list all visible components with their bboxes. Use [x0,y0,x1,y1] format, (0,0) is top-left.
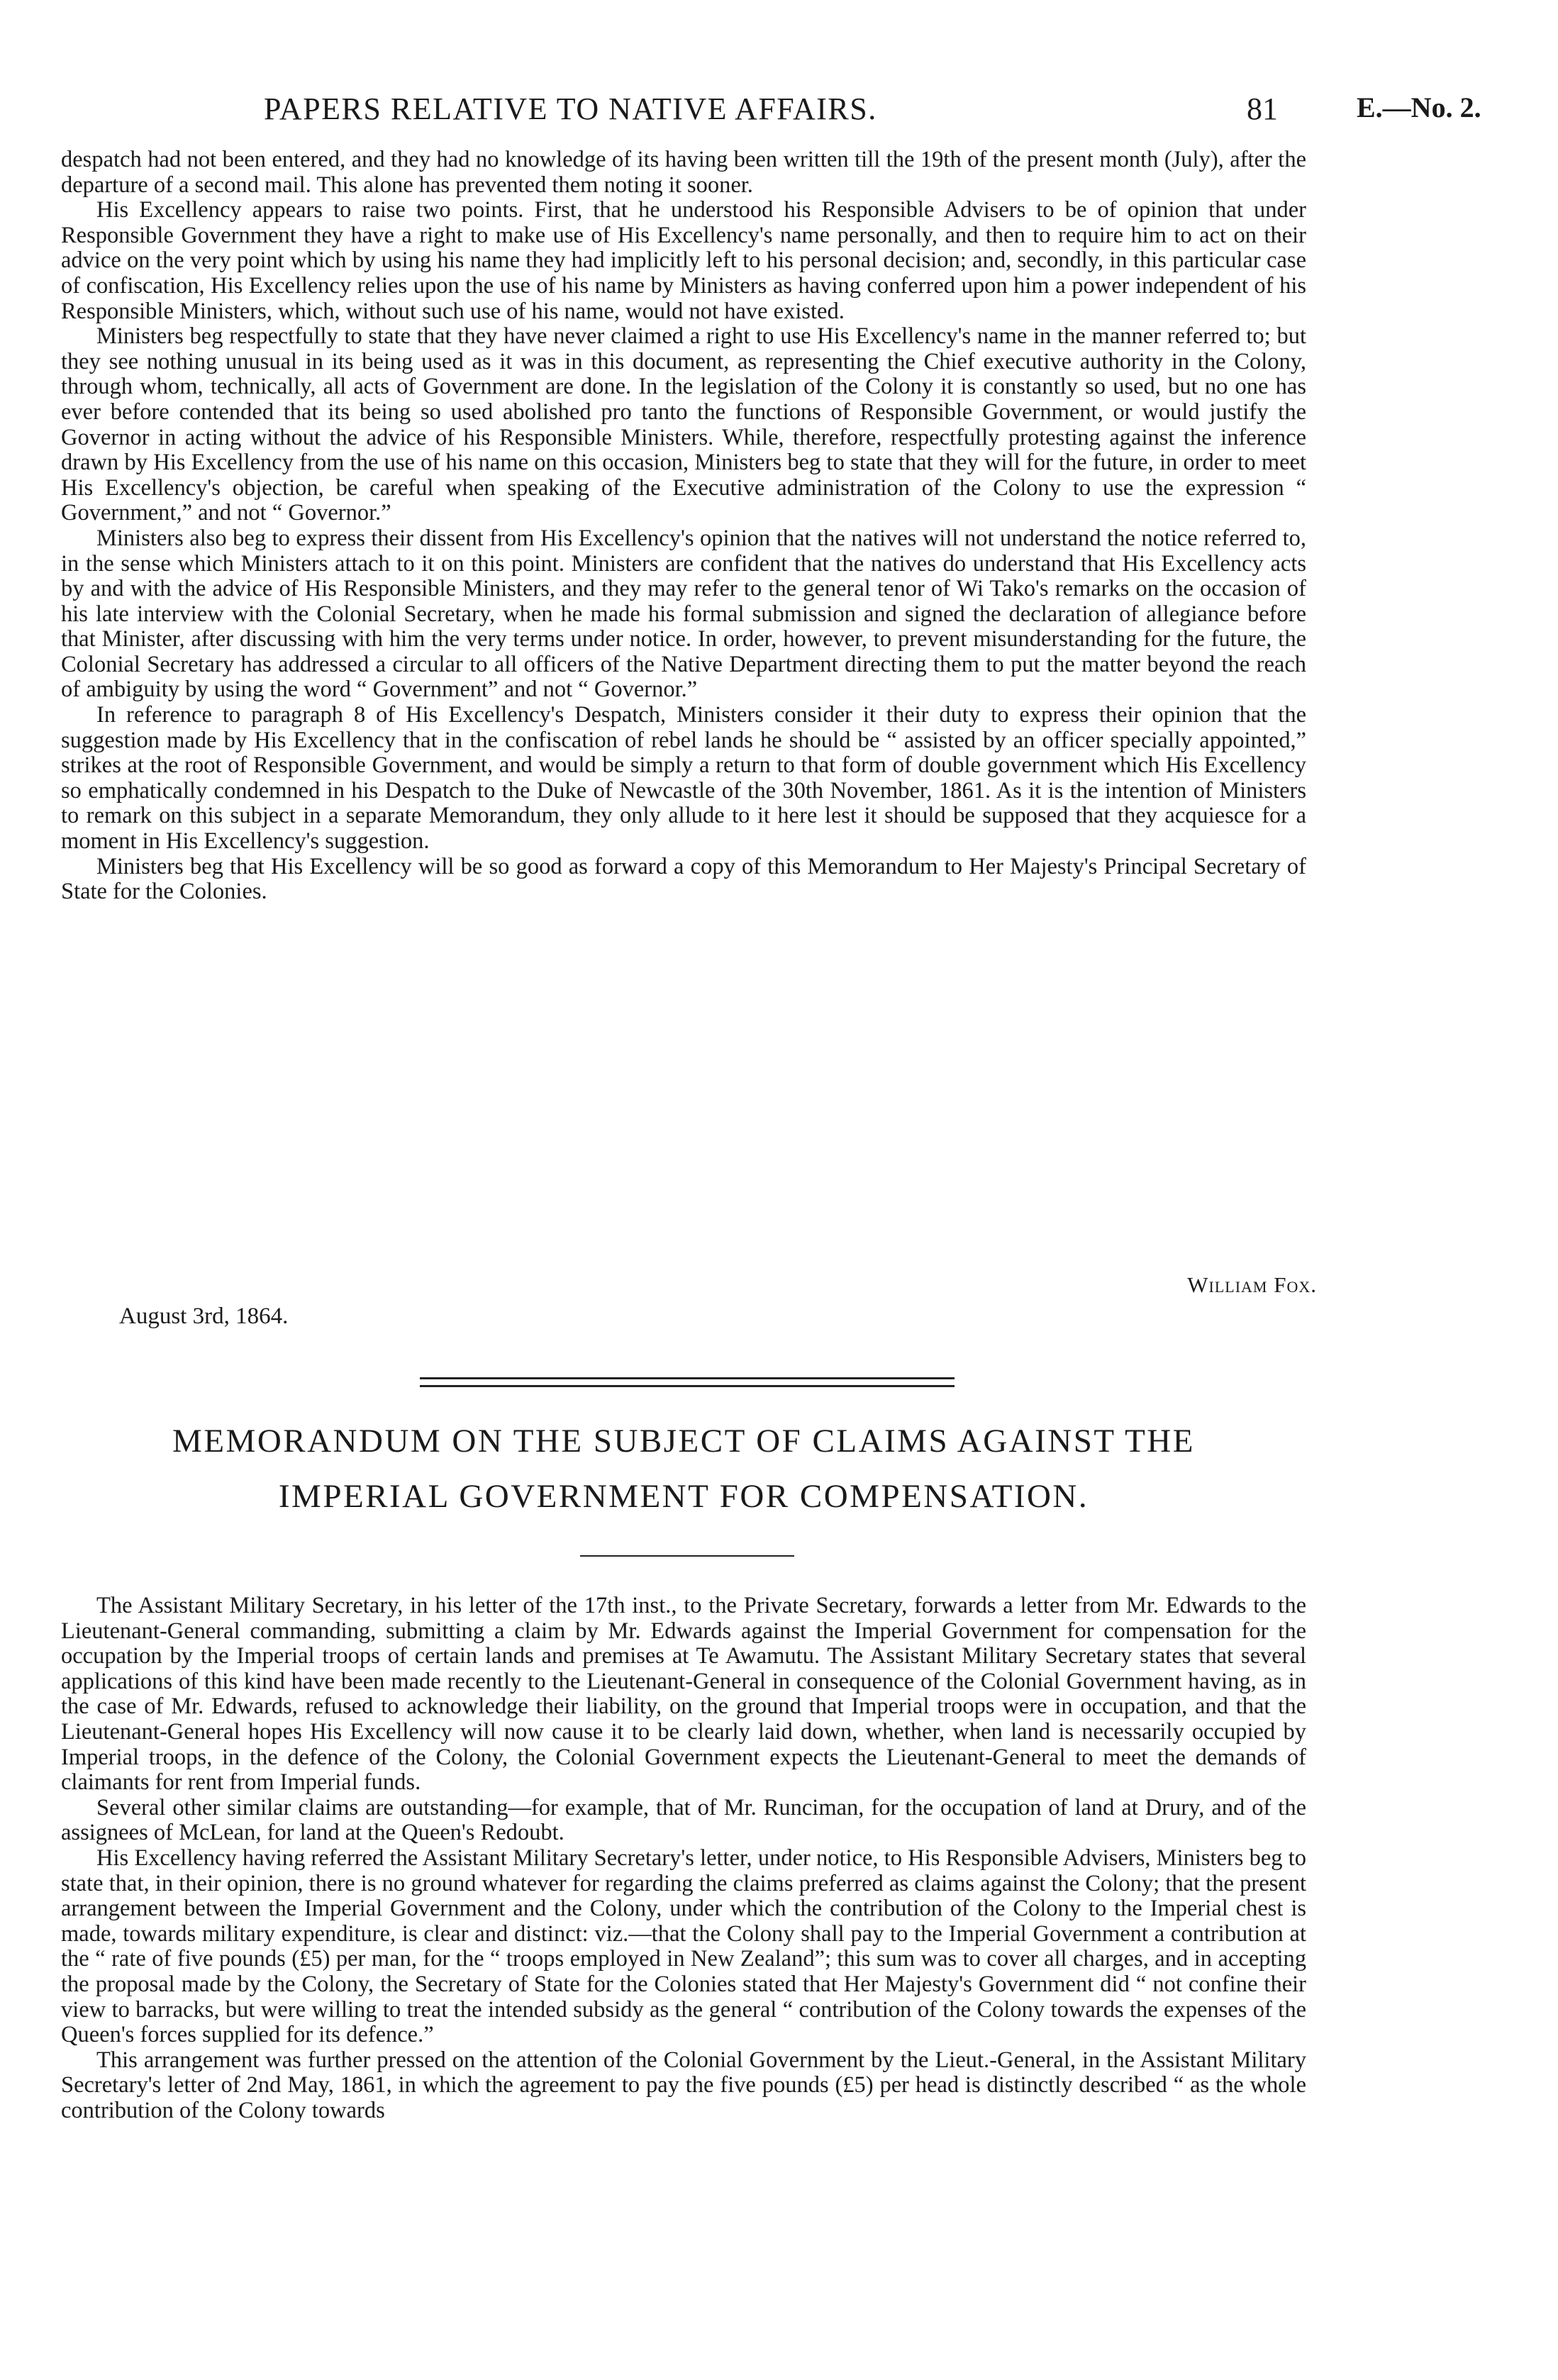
page-number: 81 [1247,91,1278,126]
date-line: August 3rd, 1864. [119,1303,289,1329]
memorandum-title-line: MEMORANDUM ON THE SUBJECT OF CLAIMS AGAINST THE [172,1423,1195,1459]
paper-reference: E.—No. 2. [1357,91,1481,123]
paragraph: His Excellency having referred the Assistant Military Secretary's letter, under notice, to His Responsible Advisers, Ministers beg to state that, in their opinion, there is no ground whatever for regarding the claims preferred as claims against the Colony; that the present arrangement between the Imperial Government and the Colony, under which the contribution of the Colony to the Imperial chest is made, towards military expenditure, is clear and distinct: viz.—that the Colony shall pay to the Imperial Government a contribution at the “ rate of five pounds (£5) per man, for the “ troops employed in New Zealand”; this sum was to cover all charges, and in accepting the proposal made by the Colony, the Secretary of State for the Colonies stated that Her Majesty's Government did “ not confine their view to barracks, but were willing to treat the intended subsidy as the general “ contribution of the Colony towards the expenses of the Queen's forces supplied for its defence.” [61,1845,1306,2048]
running-title: PAPERS RELATIVE TO NATIVE AFFAIRS. [264,91,877,126]
paragraph: In reference to paragraph 8 of His Excellency's Despatch, Ministers consider it their duty to express their opinion that the suggestion made by His Excellency that in the confiscation of rebel lands he should be “ assisted by an officer specially appointed,” strikes at the root of Responsible Government, and would be simply a return to that form of double government which His Excellency so emphatically condemned in his Despatch to the Duke of Newcastle of the 30th November, 1861. As it is the intention of Ministers to remark on this subject in a separate Memorandum, they only allude to it here lest it should be supposed that they acquiesce for a moment in His Excellency's suggestion. [61,702,1306,855]
despatch-body [61,148,1306,905]
memorandum-title-line: IMPERIAL GOVERNMENT FOR COMPENSATION. [278,1478,1089,1515]
memorandum-body [61,1594,1306,2123]
signature: William Fox. [1187,1272,1317,1297]
paragraph: Ministers also beg to express their dissent from His Excellency's opinion that the natives will not understand the notice referred to, in the sense which Ministers attach to it on this point. Ministers are confident that the natives do understand that His Excellency acts by and with the advice of His Responsible Ministers, and they may refer to the general tenor of Wi Tako's remarks on the occasion of his late interview with the Colonial Secretary, when he made his formal submission and signed the declaration of allegiance before that Minister, after discussing with him the very terms under notice. In order, however, to prevent misunderstanding for the future, the Colonial Secretary has addressed a circular to all officers of the Native Department directing them to put the matter beyond the reach of ambiguity by using the word “ Government” and not “ Governor.” [61,525,1306,703]
paragraph: Ministers beg that His Excellency will be so good as forward a copy of this Memorandum to Her Majesty's Principal Secretary of State for the Colonies. [61,853,1306,905]
paragraph: Ministers beg respectfully to state that they have never claimed a right to use His Excellency's name in the manner referred to; but they see nothing unusual in its being used as it was in this document, as representing the Chief executive authority in the Colony, through whom, technically, all acts of Government are done. In the legislation of the Colony it is constantly so used, but no one has ever before contended that its being so used abolished pro tanto the functions of Responsible Government, or would justify the Governor in acting without the advice of his Responsible Ministers. While, therefore, respectfully protesting against the inference drawn by His Excellency from the use of his name on this occasion, Ministers beg to state that they will for the future, in order to meet His Excellency's objection, be careful when speaking of the Executive administration of the Colony to use the expression “ Government,” and not “ Governor.” [61,323,1306,526]
paragraph: His Excellency appears to raise two points. First, that he understood his Responsible Advisers to be of opinion that under Responsible Government they have a right to make use of His Excellency's name personally, and then to require him to act on their advice on the very point which by using his name they had implicitly left to his personal decision; and, secondly, in this particular case of confiscation, His Excellency relies upon the use of his name by Ministers as having conferred upon him a power independent of his Responsible Ministers, which, without such use of his name, would not have existed. [61,197,1306,324]
memorandum-title [61,1413,1306,1524]
double-rule-divider [420,1377,955,1387]
paragraph: Several other similar claims are outstanding—for example, that of Mr. Runciman, for the occupation of land at Drury, and of the assignees of McLean, for land at the Queen's Redoubt. [61,1794,1306,1846]
paragraph: despatch had not been entered, and they had no knowledge of its having been written till the 19th of the present month (July), after the departure of a second mail. This alone has prevented them noting it sooner. [61,147,1306,198]
paragraph: The Assistant Military Secretary, in his letter of the 17th inst., to the Private Secretary, forwards a letter from Mr. Edwards to the Lieutenant-General commanding, submitting a claim by Mr. Edwards against the Imperial Government for compensation for the occupation by the Imperial troops of certain lands and premises at Te Awamutu. The Assistant Military Secretary states that several applications of this kind have been made recently to the Lieutenant-General in consequence of the Colonial Government having, as in the case of Mr. Edwards, refused to acknowledge their liability, on the ground that Imperial troops were in occupation, and that the Lieutenant-General hopes His Excellency will now cause it to be clearly laid down, whether, when land is necessarily occupied by Imperial troops, in the defence of the Colony, the Colonial Government expects the Lieutenant-General to meet the demands of claimants for rent from Imperial funds. [61,1593,1306,1796]
paragraph: This arrangement was further pressed on the attention of the Colonial Government by the Lieut.-General, in the Assistant Military Secretary's letter of 2nd May, 1861, in which the agreement to pay the five pounds (£5) per head is distinctly described “ as the whole contribution of the Colony towards [61,2047,1306,2123]
running-header [264,91,1481,133]
rule-divider [580,1555,794,1557]
